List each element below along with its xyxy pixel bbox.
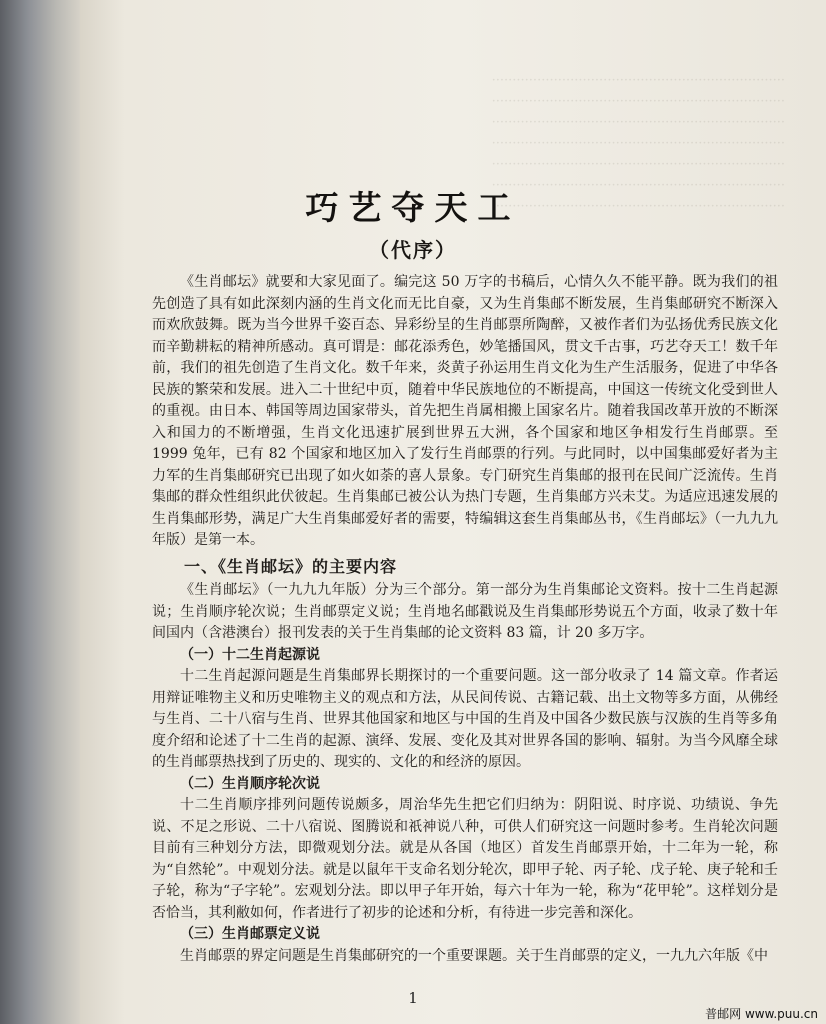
- subsection-heading-definition: （三）生肖邮票定义说: [180, 926, 320, 942]
- bleed-through-text: ······································································· ······································································· ······································································· ······································································· ······································································· ······································································· ·······································································: [491, 73, 785, 214]
- page-subtitle: （代序）: [369, 238, 457, 262]
- page-number: 1: [408, 989, 418, 1007]
- subsection-paragraph-order: 十二生肖顺序排列问题传说颇多，周治华先生把它们归纳为：阴阳说、时序说、功绩说、争先说、不足之形说、二十八宿说、图腾说和祇神说八种，可供人们研究这一问题时参考。生肖轮次问题目前有三种划分方法，即微观划分法。就是从各国（地区）首发生肖邮票开始，十二年为一轮，称为“自然轮”。中观划分法。就是以鼠年干支命名划分轮次，即甲子轮、丙子轮、戊子轮、庚子轮和壬子轮，称为“子字轮”。宏观划分法。即以甲子年开始，每六十年为一轮，称为“花甲轮”。这样划分是否恰当，其利敝如何，作者进行了初步的论述和分析，有待进一步完善和深化。: [152, 797, 778, 921]
- intro-paragraph: 《生肖邮坛》就要和大家见面了。编完这 50 万字的书稿后，心情久久不能平静。既为我们的祖先创造了具有如此深刻内涵的生肖文化而无比自豪，又为生肖集邮不断发展，生肖集邮研究不断深入而欢欣鼓舞。既为当今世界千姿百态、异彩纷呈的生肖邮票所陶醉，又被作者们为弘扬优秀民族文化而辛勤耕耘的精神所感动。真可谓是：邮花添秀色，妙笔播国风，贯文千古事，巧艺夺天工！数千年前，我们的祖先创造了生肖文化。数千年来，炎黄子孙运用生肖文化为生产生活服务，促进了中华各民族的繁荣和发展。进入二十世纪中页，随着中华民族地位的不断提高，中国这一传统文化受到世人的重视。由日本、韩国等周边国家带头，首先把生肖属相搬上国家名片。随着我国改革开放的不断深入和国力的不断增强，生肖文化迅速扩展到世界五大洲，各个国家和地区争相发行生肖邮票。至 1999 兔年，已有 82 个国家和地区加入了发行生肖邮票的行列。与此同时，以中国集邮爱好者为主力军的生肖集邮研究已出现了如火如荼的喜人景象。专门研究生肖集邮的报刊在民间广泛流传。生肖集邮的群众性组织此伏彼起。生肖集邮已被公认为热门专题，生肖集邮方兴未艾。为适应迅速发展的生肖集邮形势，满足广大生肖集邮爱好者的需要，特编辑这套生肖集邮丛书，《生肖邮坛》（一九九九年版）是第一本。: [152, 274, 778, 548]
- article-body: [152, 272, 778, 967]
- book-spine-shadow: [0, 0, 80, 1024]
- subsection-paragraph-origin: 十二生肖起源问题是生肖集邮界长期探讨的一个重要问题。这一部分收录了 14 篇文章。作者运用辩证唯物主义和历史唯物主义的观点和方法，从民间传说、古籍记载、出土文物等多方面，从佛经与生肖、二十八宿与生肖、世界其他国家和地区与中国的生肖及中国各少数民族与汉族的生肖等多角度介绍和论述了十二生肖的起源、演绎、发展、变化及其对世界各国的影响、辐射。为当今风靡全球的生肖邮票热找到了历史的、现实的、文化的和经济的原因。: [152, 668, 778, 770]
- page-title: 巧艺夺天工: [305, 188, 521, 227]
- subsection-heading-origin: （一）十二生肖起源说: [180, 646, 320, 663]
- section-heading: 一、《生肖邮坛》的主要内容: [184, 556, 398, 576]
- subsection-heading-order: （二）生肖顺序轮次说: [180, 775, 320, 792]
- section-paragraph: 《生肖邮坛》（一九九九年版）分为三个部分。第一部分为生肖集邮论文资料。按十二生肖起源说；生肖顺序轮次说；生肖邮票定义说；生肖地名邮戳说及生肖集邮形势说五个方面，收录了数十年间国内（含港澳台）报刊发表的关于生肖集邮的论文资料 83 篇，计 20 多万字。: [152, 582, 778, 641]
- subsection-paragraph-definition: 生肖邮票的界定问题是生肖集邮研究的一个重要课题。关于生肖邮票的定义，一九九六年版《中: [180, 947, 768, 964]
- site-watermark: 普邮网 www.puu.cn: [705, 1007, 818, 1021]
